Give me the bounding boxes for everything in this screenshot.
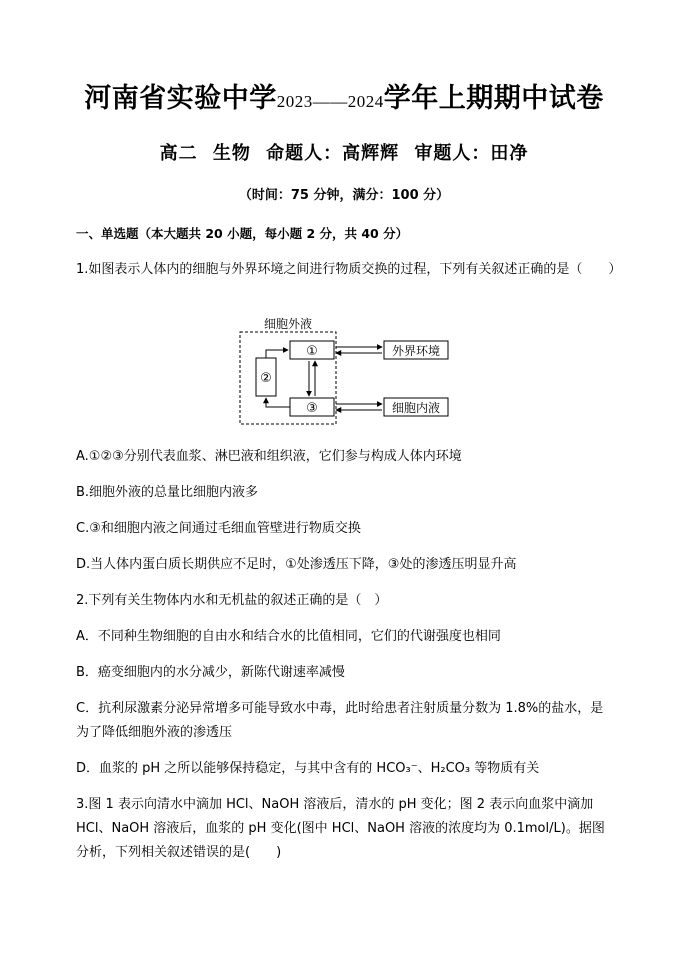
node-2-label: ② [260,371,272,386]
node-1-label: ① [306,344,318,359]
intracellular-fluid-label: 细胞内液 [391,401,441,415]
time-info: （时间：75 分钟，满分：100 分） [238,188,450,203]
title-school: 河南省实验中学 [84,83,277,114]
q3-stem: 3.图 1 表示向清水中滴加 HCl、NaOH 溶液后，清水的 pH 变化；图 2 表示向血浆中滴加 HCl、NaOH 溶液后，血浆的 pH 变化(图中 HCl、NaOH 溶液的浓度均为 0.1mol/L)。据图分析，下列相关叙述错误的是( ) [76,797,605,860]
q1-option-d: D.当人体内蛋白质长期供应不足时，①处渗透压下降，③处的渗透压明显升高 [76,557,517,572]
q2-stem: 2.下列有关生物体内水和无机盐的叙述正确的是（ ） [76,593,388,608]
q1-stem: 1.如图表示人体内的细胞与外界环境之间进行物质交换的过程，下列有关叙述正确的是（ ） [76,262,622,277]
title-term: 学年上期期中试卷 [383,83,604,114]
extracellular-fluid-label: 细胞外液 [263,317,313,331]
q2-option-a: A．不同种生物细胞的自由水和结合水的比值相同，它们的代谢强度也相同 [76,629,501,644]
exchange-diagram [236,316,456,428]
q2-option-c: C．抗利尿激素分泌异常增多可能导致水中毒，此时给患者注射质量分数为 1.8%的盐水，是为了降低细胞外液的渗透压 [76,701,604,740]
q2-option-d: D．血浆的 pH 之所以能够保持稳定，与其中含有的 HCO₃⁻、H₂CO₃ 等物质有关 [76,761,540,776]
arrow-3-to-2 [266,398,290,407]
title-year: 2023——2024 [276,92,384,111]
external-environment-label: 外界环境 [391,344,441,358]
q1-option-b: B.细胞外液的总量比细胞内液多 [76,485,259,500]
arrow-2-to-1 [266,350,288,358]
q1-option-a: A.①②③分别代表血浆、淋巴液和组织液，它们参与构成人体内环境 [76,449,462,464]
exam-title [0,76,688,115]
node-3-label: ③ [306,401,318,416]
section-heading: 一、单选题（本大题共 20 小题，每小题 2 分，共 40 分） [76,226,409,241]
exam-subtitle: 高二 生物 命题人：高辉辉 审题人：田净 [159,143,529,164]
q2-option-b: B．癌变细胞内的水分减少，新陈代谢速率减慢 [76,665,345,680]
q1-option-c: C.③和细胞内液之间通过毛细血管壁进行物质交换 [76,521,361,536]
